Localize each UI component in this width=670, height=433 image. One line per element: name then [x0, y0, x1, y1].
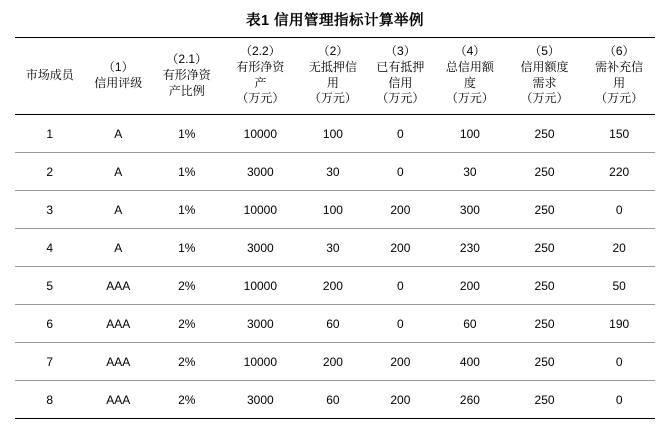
column-header-unit: （万元）: [236, 91, 285, 106]
column-header-number: （5）: [529, 44, 560, 58]
cell-credit-rating: AAA: [85, 381, 152, 419]
cell-unsecured-credit: 60: [299, 305, 366, 343]
cell-net-asset-ratio: 2%: [152, 267, 222, 305]
column-header-unsecured-credit: [299, 38, 366, 115]
cell-additional-credit: 150: [583, 115, 655, 153]
cell-credit-demand: 250: [506, 267, 584, 305]
table-header: [15, 38, 655, 115]
cell-market-member: 2: [15, 153, 85, 191]
cell-credit-demand: 250: [506, 153, 584, 191]
cell-credit-demand: 250: [506, 229, 584, 267]
column-header-unit: （万元）: [595, 91, 644, 106]
column-header-text: 产: [254, 75, 267, 90]
cell-net-asset: 3000: [222, 305, 300, 343]
column-header-number: （2.2）: [240, 44, 281, 58]
cell-total-credit: 230: [434, 229, 506, 267]
column-header-total-credit-limit: [434, 38, 506, 115]
column-header-number: （6）: [603, 44, 635, 58]
column-header-text: 需补充信: [595, 59, 644, 74]
column-header-text: 用: [326, 75, 339, 90]
cell-net-asset: 3000: [222, 229, 300, 267]
cell-additional-credit: 220: [583, 153, 655, 191]
cell-net-asset: 10000: [222, 267, 300, 305]
column-header-number: （3）: [385, 44, 416, 58]
column-header-credit-rating: [85, 38, 152, 115]
column-header-number: （4）: [454, 44, 486, 58]
cell-net-asset-ratio: 1%: [152, 153, 222, 191]
cell-unsecured-credit: 30: [299, 229, 366, 267]
column-header-unit: （万元）: [308, 91, 357, 106]
cell-total-credit: 400: [434, 343, 506, 381]
cell-net-asset: 3000: [222, 381, 300, 419]
column-header-additional-credit-needed: [583, 38, 655, 115]
column-header-secured-credit: [367, 38, 434, 115]
table-body: [15, 115, 655, 419]
cell-total-credit: 60: [434, 305, 506, 343]
table-row: [15, 267, 655, 305]
cell-secured-credit: 0: [367, 153, 434, 191]
column-header-text: 用: [613, 75, 626, 90]
cell-total-credit: 100: [434, 115, 506, 153]
cell-market-member: 1: [15, 115, 85, 153]
cell-additional-credit: 0: [583, 381, 655, 419]
cell-total-credit: 200: [434, 267, 506, 305]
cell-secured-credit: 0: [367, 305, 434, 343]
column-header-number: （2）: [317, 44, 349, 58]
cell-net-asset-ratio: 2%: [152, 343, 222, 381]
cell-market-member: 8: [15, 381, 85, 419]
cell-secured-credit: 200: [367, 381, 434, 419]
cell-unsecured-credit: 60: [299, 381, 366, 419]
cell-total-credit: 260: [434, 381, 506, 419]
column-header-text: 有形净资: [236, 59, 285, 74]
column-header-number: （2.1）: [166, 51, 208, 66]
cell-total-credit: 300: [434, 191, 506, 229]
cell-additional-credit: 50: [583, 267, 655, 305]
cell-additional-credit: 20: [583, 229, 655, 267]
cell-market-member: 4: [15, 229, 85, 267]
column-header-number: （1）: [102, 59, 134, 74]
table-row: [15, 153, 655, 191]
cell-credit-rating: A: [85, 153, 152, 191]
cell-credit-rating: AAA: [85, 343, 152, 381]
cell-secured-credit: 200: [367, 191, 434, 229]
column-header-tangible-net-asset-ratio: [152, 38, 222, 115]
column-header-tangible-net-asset: [222, 38, 300, 115]
table-row: [15, 229, 655, 267]
cell-total-credit: 30: [434, 153, 506, 191]
cell-net-asset-ratio: 2%: [152, 305, 222, 343]
table-header-row: [15, 38, 655, 115]
table-row: [15, 343, 655, 381]
column-header-text: 信用: [388, 75, 413, 90]
cell-secured-credit: 200: [367, 343, 434, 381]
column-header-text: 市场成员: [25, 67, 74, 82]
cell-net-asset-ratio: 2%: [152, 381, 222, 419]
cell-net-asset-ratio: 1%: [152, 191, 222, 229]
cell-net-asset: 3000: [222, 153, 300, 191]
table-row: [15, 305, 655, 343]
cell-credit-rating: A: [85, 229, 152, 267]
cell-credit-demand: 250: [506, 381, 584, 419]
table-row: [15, 115, 655, 153]
cell-additional-credit: 190: [583, 305, 655, 343]
cell-unsecured-credit: 30: [299, 153, 366, 191]
cell-net-asset: 10000: [222, 343, 300, 381]
cell-market-member: 7: [15, 343, 85, 381]
column-header-text: 总信用额: [445, 59, 494, 74]
cell-net-asset-ratio: 1%: [152, 229, 222, 267]
column-header-text: 信用额度: [520, 59, 569, 74]
column-header-unit: （万元）: [520, 91, 569, 106]
cell-credit-demand: 250: [506, 191, 584, 229]
cell-credit-rating: AAA: [85, 305, 152, 343]
column-header-text: 信用评级: [94, 75, 143, 90]
column-header-text: 已有抵押: [376, 59, 425, 74]
cell-secured-credit: 0: [367, 115, 434, 153]
cell-market-member: 3: [15, 191, 85, 229]
cell-unsecured-credit: 100: [299, 191, 366, 229]
table-row: [15, 191, 655, 229]
cell-net-asset-ratio: 1%: [152, 115, 222, 153]
cell-net-asset: 10000: [222, 115, 300, 153]
page-title: 表1 信用管理指标计算举例: [245, 13, 425, 29]
cell-credit-rating: A: [85, 191, 152, 229]
column-header-unit: （万元）: [445, 91, 494, 106]
cell-secured-credit: 200: [367, 229, 434, 267]
column-header-text: 需求: [532, 75, 557, 90]
cell-unsecured-credit: 200: [299, 343, 366, 381]
cell-secured-credit: 0: [367, 267, 434, 305]
column-header-text: 产比例: [168, 83, 205, 98]
cell-credit-demand: 250: [506, 343, 584, 381]
cell-market-member: 6: [15, 305, 85, 343]
column-header-credit-demand: [506, 38, 584, 115]
cell-unsecured-credit: 100: [299, 115, 366, 153]
cell-credit-demand: 250: [506, 115, 584, 153]
cell-unsecured-credit: 200: [299, 267, 366, 305]
column-header-market-member: [15, 38, 85, 115]
table-row: [15, 381, 655, 419]
cell-credit-demand: 250: [506, 305, 584, 343]
column-header-text: 度: [463, 75, 476, 90]
cell-credit-rating: A: [85, 115, 152, 153]
credit-indicator-table: [15, 37, 655, 419]
column-header-text: 有形净资: [162, 67, 211, 82]
cell-market-member: 5: [15, 267, 85, 305]
cell-additional-credit: 0: [583, 191, 655, 229]
cell-additional-credit: 0: [583, 343, 655, 381]
cell-net-asset: 10000: [222, 191, 300, 229]
column-header-unit: （万元）: [376, 91, 425, 106]
cell-credit-rating: AAA: [85, 267, 152, 305]
column-header-text: 无抵押信: [308, 59, 357, 74]
